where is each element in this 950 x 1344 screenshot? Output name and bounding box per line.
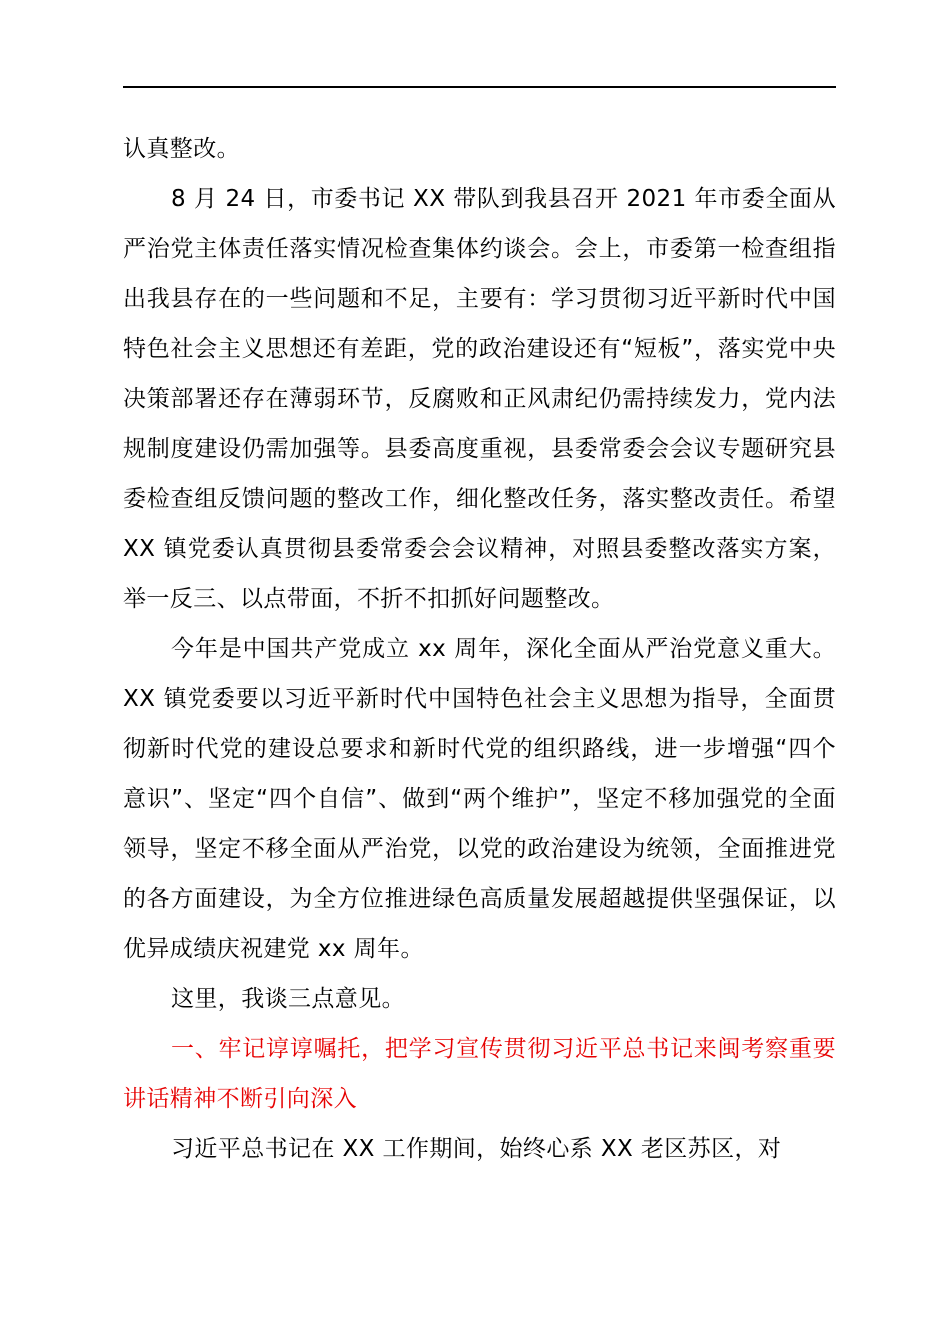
paragraph-inspection-meeting: 8 月 24 日，市委书记 XX 带队到我县召开 2021 年市委全面从严治党主体责任落实情况检查集体约谈会。会上，市委第一检查组指出我县存在的一些问题和不足，主要有：学习贯彻习近平新时代中国特色社会主义思想还有差距，党的政治建设还有“短板”，落实党中央决策部署还存在薄弱环节，反腐败和正风肃纪仍需持续发力，党内法规制度建设仍需加强等。县委高度重视，县委常委会会议专题研究县委检查组反馈问题的整改工作，细化整改任务，落实整改责任。希望 XX 镇党委认真贯彻县委常委会会议精神，对照县委整改落实方案，举一反三、以点带面，不折不扣抓好问题整改。 <box>123 186 836 612</box>
document-body <box>123 124 836 1174</box>
paragraph-three-opinions: 这里，我谈三点意见。 <box>171 986 405 1012</box>
header-rule <box>123 86 836 88</box>
paragraph-continuation: 认真整改。 <box>123 136 240 162</box>
section-heading-1: 一、牢记谆谆嘱托，把学习宣传贯彻习近平总书记来闽考察重要讲话精神不断引向深入 <box>123 1036 836 1112</box>
paragraph-party-anniversary: 今年是中国共产党成立 xx 周年，深化全面从严治党意义重大。XX 镇党委要以习近平新时代中国特色社会主义思想为指导，全面贯彻新时代党的建设总要求和新时代党的组织路线，进一步增强“四个意识”、坚定“四个自信”、做到“两个维护”，坚定不移加强党的全面领导，坚定不移全面从严治党，以党的政治建设为统领，全面推进党的各方面建设，为全方位推进绿色高质量发展超越提供坚强保证，以优异成绩庆祝建党 xx 周年。 <box>123 636 836 962</box>
paragraph-section-1-start: 习近平总书记在 XX 工作期间，始终心系 XX 老区苏区，对 <box>171 1136 782 1162</box>
